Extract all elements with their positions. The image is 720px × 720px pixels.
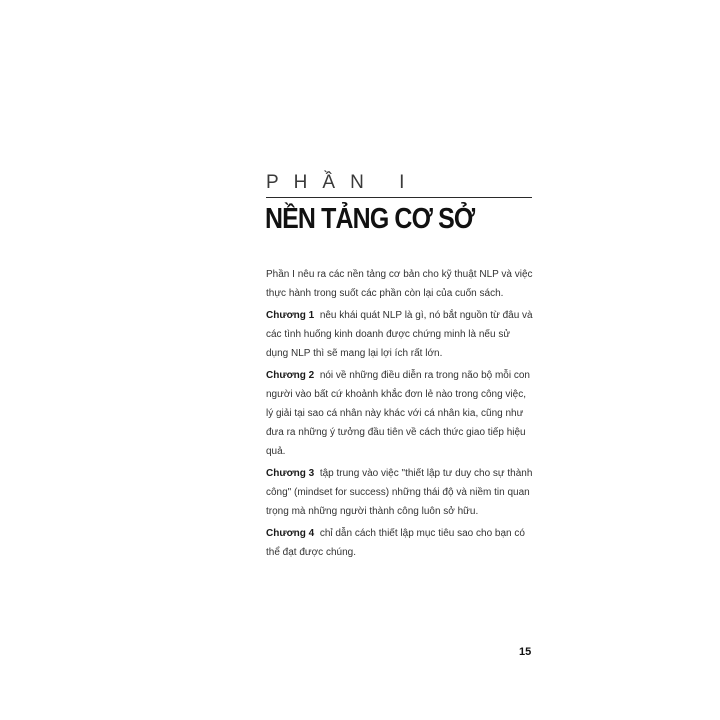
chapter-1-text: nêu khái quát NLP là gì, nó bắt nguồn từ đâu và các tình huống kinh doanh được chứng minh là nếu sử dụng NLP thì sẽ mang lại lợi ích rất lớn. [266, 310, 533, 359]
chapter-4-text: chỉ dẫn cách thiết lập mục tiêu sao cho bạn có thể đạt được chúng. [266, 528, 525, 558]
chapter-4-label: Chương 4 [266, 528, 315, 539]
part-label: PHẦN I [266, 172, 420, 193]
chapter-1-label: Chương 1 [266, 310, 315, 321]
chapter-1-paragraph [266, 306, 534, 363]
intro-paragraph: Phần I nêu ra các nền tảng cơ bản cho kỹ thuật NLP và việc thực hành trong suốt các phần còn lại của cuốn sách. [266, 269, 533, 299]
body-text [266, 265, 534, 565]
chapter-3-paragraph [266, 464, 534, 521]
chapter-2-text: nói về những điều diễn ra trong não bộ mỗi con người vào bất cứ khoảnh khắc đơn lẻ nào trong công việc, lý giải tại sao cá nhân này khác với cá nhân kia, cũng như đưa ra những ý tưởng đầu tiên về cách thức giao tiếp hiệu quả. [266, 370, 530, 457]
chapter-2-paragraph [266, 366, 534, 461]
page-number: 15 [519, 646, 532, 658]
chapter-3-text: tập trung vào việc "thiết lập tư duy cho sự thành công" (mindset for success) những thái độ và niềm tin quan trọng mà những người thành công luôn sở hữu. [266, 468, 533, 517]
part-divider [266, 197, 532, 198]
chapter-2-label: Chương 2 [266, 370, 315, 381]
chapter-3-label: Chương 3 [266, 468, 315, 479]
chapter-4-paragraph [266, 524, 534, 562]
part-title: NỀN TẢNG CƠ SỞ [265, 203, 475, 235]
